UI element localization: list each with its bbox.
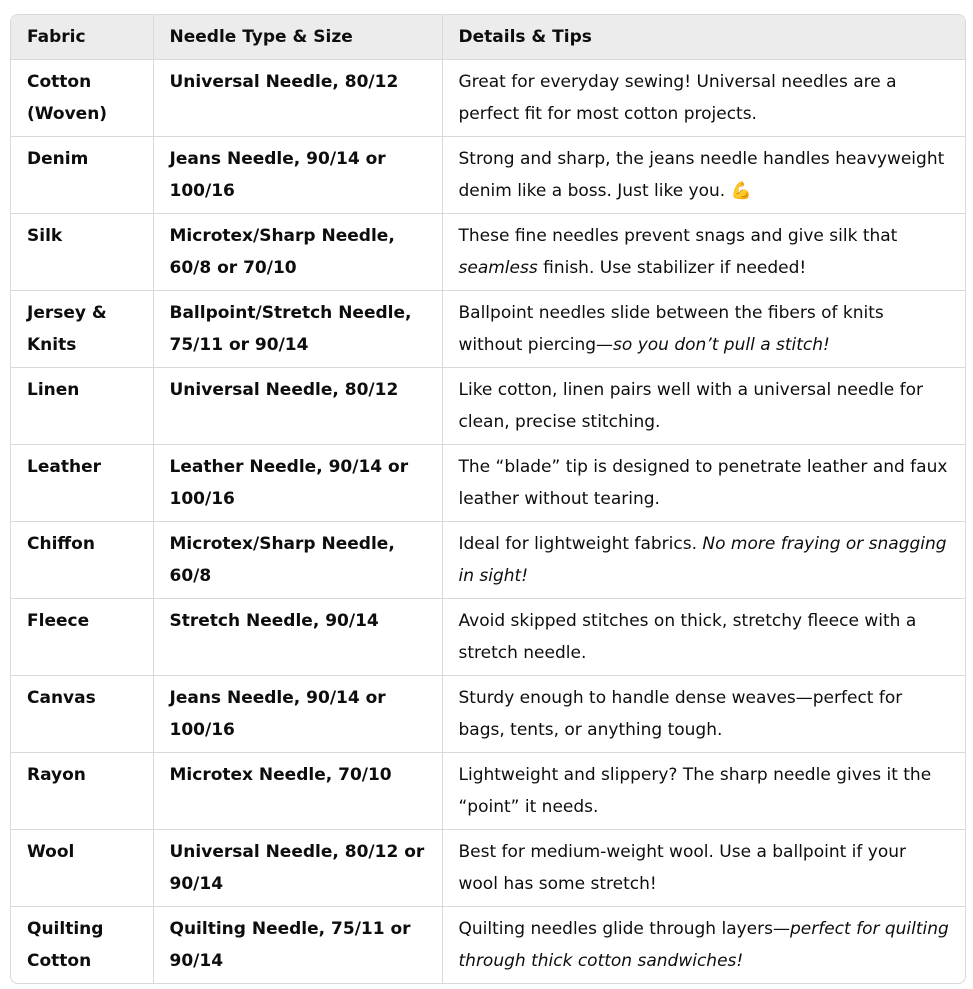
details-text: The “blade” tip is designed to penetrate leather and faux leather without tearing. [458,457,948,509]
details-cell [442,60,965,137]
details-text: These fine needles prevent snags and give silk that [458,226,898,246]
fabric-cell: Linen [11,368,153,445]
details-cell [442,676,965,753]
fabric-cell: Leather [11,445,153,522]
table-row [11,291,965,368]
table-row [11,830,965,907]
header-needle-type-size: Needle Type & Size [153,15,442,60]
needle-cell: Microtex/Sharp Needle, 60/8 [153,522,442,599]
table-row [11,445,965,522]
needle-cell: Stretch Needle, 90/14 [153,599,442,676]
details-emphasis: so you don’t pull a stitch! [613,335,830,355]
table-row [11,907,965,984]
details-cell [442,368,965,445]
needle-cell: Microtex/Sharp Needle, 60/8 or 70/10 [153,214,442,291]
table-row [11,676,965,753]
needle-cell: Leather Needle, 90/14 or 100/16 [153,445,442,522]
table-header-row [11,15,965,60]
fabric-cell: Silk [11,214,153,291]
details-emphasis: perfect for quilting through thick cotton sandwiches! [458,919,949,971]
fabric-cell: Canvas [11,676,153,753]
details-text: Lightweight and slippery? The sharp needle gives it the “point” it needs. [458,765,932,817]
table-row [11,214,965,291]
details-cell [442,137,965,214]
needle-cell: Jeans Needle, 90/14 or 100/16 [153,137,442,214]
details-cell [442,214,965,291]
header-details-tips: Details & Tips [442,15,965,60]
details-emphasis: No more fraying or snagging in sight! [458,534,947,586]
details-cell [442,599,965,676]
details-text: Ideal for lightweight fabrics. [458,534,703,554]
needle-cell: Universal Needle, 80/12 [153,368,442,445]
details-text: Like cotton, linen pairs well with a universal needle for clean, precise stitching. [458,380,924,432]
fabric-cell: Chiffon [11,522,153,599]
details-cell [442,830,965,907]
needle-cell: Jeans Needle, 90/14 or 100/16 [153,676,442,753]
needle-cell: Universal Needle, 80/12 or 90/14 [153,830,442,907]
header-fabric: Fabric [11,15,153,60]
needle-cell: Ballpoint/Stretch Needle, 75/11 or 90/14 [153,291,442,368]
needle-cell: Universal Needle, 80/12 [153,60,442,137]
details-text: Great for everyday sewing! Universal needles are a perfect fit for most cotton projects. [458,72,897,124]
details-text: Strong and sharp, the jeans needle handles heavyweight denim like a boss. Just like you. 💪 [458,149,945,201]
needle-cell: Quilting Needle, 75/11 or 90/14 [153,907,442,984]
fabric-cell: Jersey & Knits [11,291,153,368]
fabric-cell: Fleece [11,599,153,676]
details-emphasis: seamless [458,258,538,278]
table-body [11,60,965,984]
table-row [11,599,965,676]
details-cell [442,753,965,830]
needle-cell: Microtex Needle, 70/10 [153,753,442,830]
table-row [11,522,965,599]
needle-guide-table-container [10,14,966,984]
fabric-cell: Quilting Cotton [11,907,153,984]
details-text: Avoid skipped stitches on thick, stretchy fleece with a stretch needle. [458,611,917,663]
fabric-cell: Rayon [11,753,153,830]
details-text: finish. Use stabilizer if needed! [537,258,807,278]
fabric-cell: Denim [11,137,153,214]
table-row [11,368,965,445]
table-row [11,60,965,137]
table-row [11,137,965,214]
details-text: Sturdy enough to handle dense weaves—perfect for bags, tents, or anything tough. [458,688,903,740]
needle-guide-table [11,15,965,983]
table-row [11,753,965,830]
details-text: Best for medium-weight wool. Use a ballpoint if your wool has some stretch! [458,842,907,894]
details-cell [442,291,965,368]
details-text: Quilting needles glide through layers— [458,919,790,939]
fabric-cell: Cotton (Woven) [11,60,153,137]
fabric-cell: Wool [11,830,153,907]
details-cell [442,907,965,984]
details-text: Ballpoint needles slide between the fibers of knits without piercing— [458,303,884,355]
details-cell [442,445,965,522]
details-cell [442,522,965,599]
